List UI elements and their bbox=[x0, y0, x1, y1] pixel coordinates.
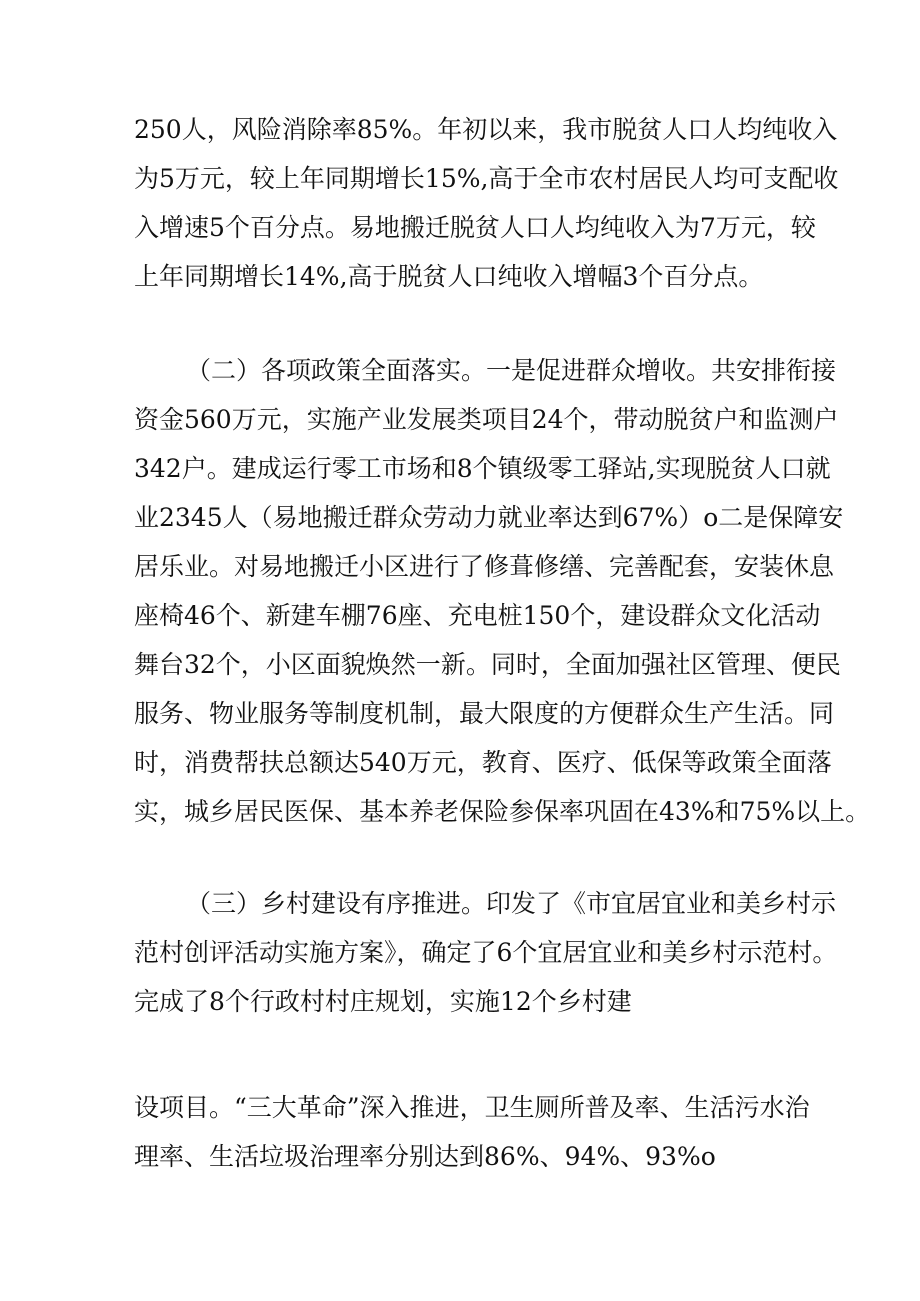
text-line: 范村创评活动实施方案》，确定了6个宜居宜业和美乡村示范村。 bbox=[134, 938, 838, 967]
text-line: 理率、生活垃圾治理率分别达到86%、94%、93%o bbox=[134, 1142, 716, 1171]
text-line: 入增速5个百分点。易地搬迁脱贫人口人均纯收入为7万元，较 bbox=[134, 213, 816, 242]
text-line: 服务、物业服务等制度机制，最大限度的方便群众生产生活。同 bbox=[134, 699, 835, 728]
text-line: 设项目。“三大革命”深入推进，卫生厕所普及率、生活污水治 bbox=[134, 1093, 810, 1122]
text-line: 为5万元，较上年同期增长15%,高于全市农村居民人均可支配收 bbox=[134, 164, 839, 193]
text-line: （三）乡村建设有序推进。印发了《市宜居宜业和美乡村示 bbox=[186, 889, 837, 918]
text-line: 舞台32个，小区面貌焕然一新。同时，全面加强社区管理、便民 bbox=[134, 650, 841, 679]
text-line: 完成了8个行政村村庄规划，实施12个乡村建 bbox=[134, 987, 632, 1016]
text-line: （二）各项政策全面落实。一是促进群众增收。共安排衔接 bbox=[186, 356, 837, 385]
text-line: 资金560万元，实施产业发展类项目24个，带动脱贫户和监测户 bbox=[134, 405, 839, 434]
text-line: 上年同期增长14%,高于脱贫人口纯收入增幅3个百分点。 bbox=[134, 262, 764, 291]
text-line: 时，消费帮扶总额达540万元，教育、医疗、低保等政策全面落 bbox=[134, 748, 832, 777]
text-line: 居乐业。对易地搬迁小区进行了修葺修缮、完善配套，安装休息 bbox=[134, 552, 835, 581]
text-line: 座椅46个、新建车棚76座、充电桩150个，建设群众文化活动 bbox=[134, 601, 821, 630]
text-line: 实，城乡居民医保、基本养老保险参保率巩固在43%和75%以上。 bbox=[134, 797, 871, 826]
text-line: 342户。建成运行零工市场和8个镇级零工驿站,实现脱贫人口就 bbox=[134, 454, 831, 483]
text-line: 业2345人（易地搬迁群众劳动力就业率达到67%）o二是保障安 bbox=[134, 503, 844, 532]
text-line: 250人，风险消除率85%。年初以来，我市脱贫人口人均纯收入 bbox=[134, 115, 838, 144]
